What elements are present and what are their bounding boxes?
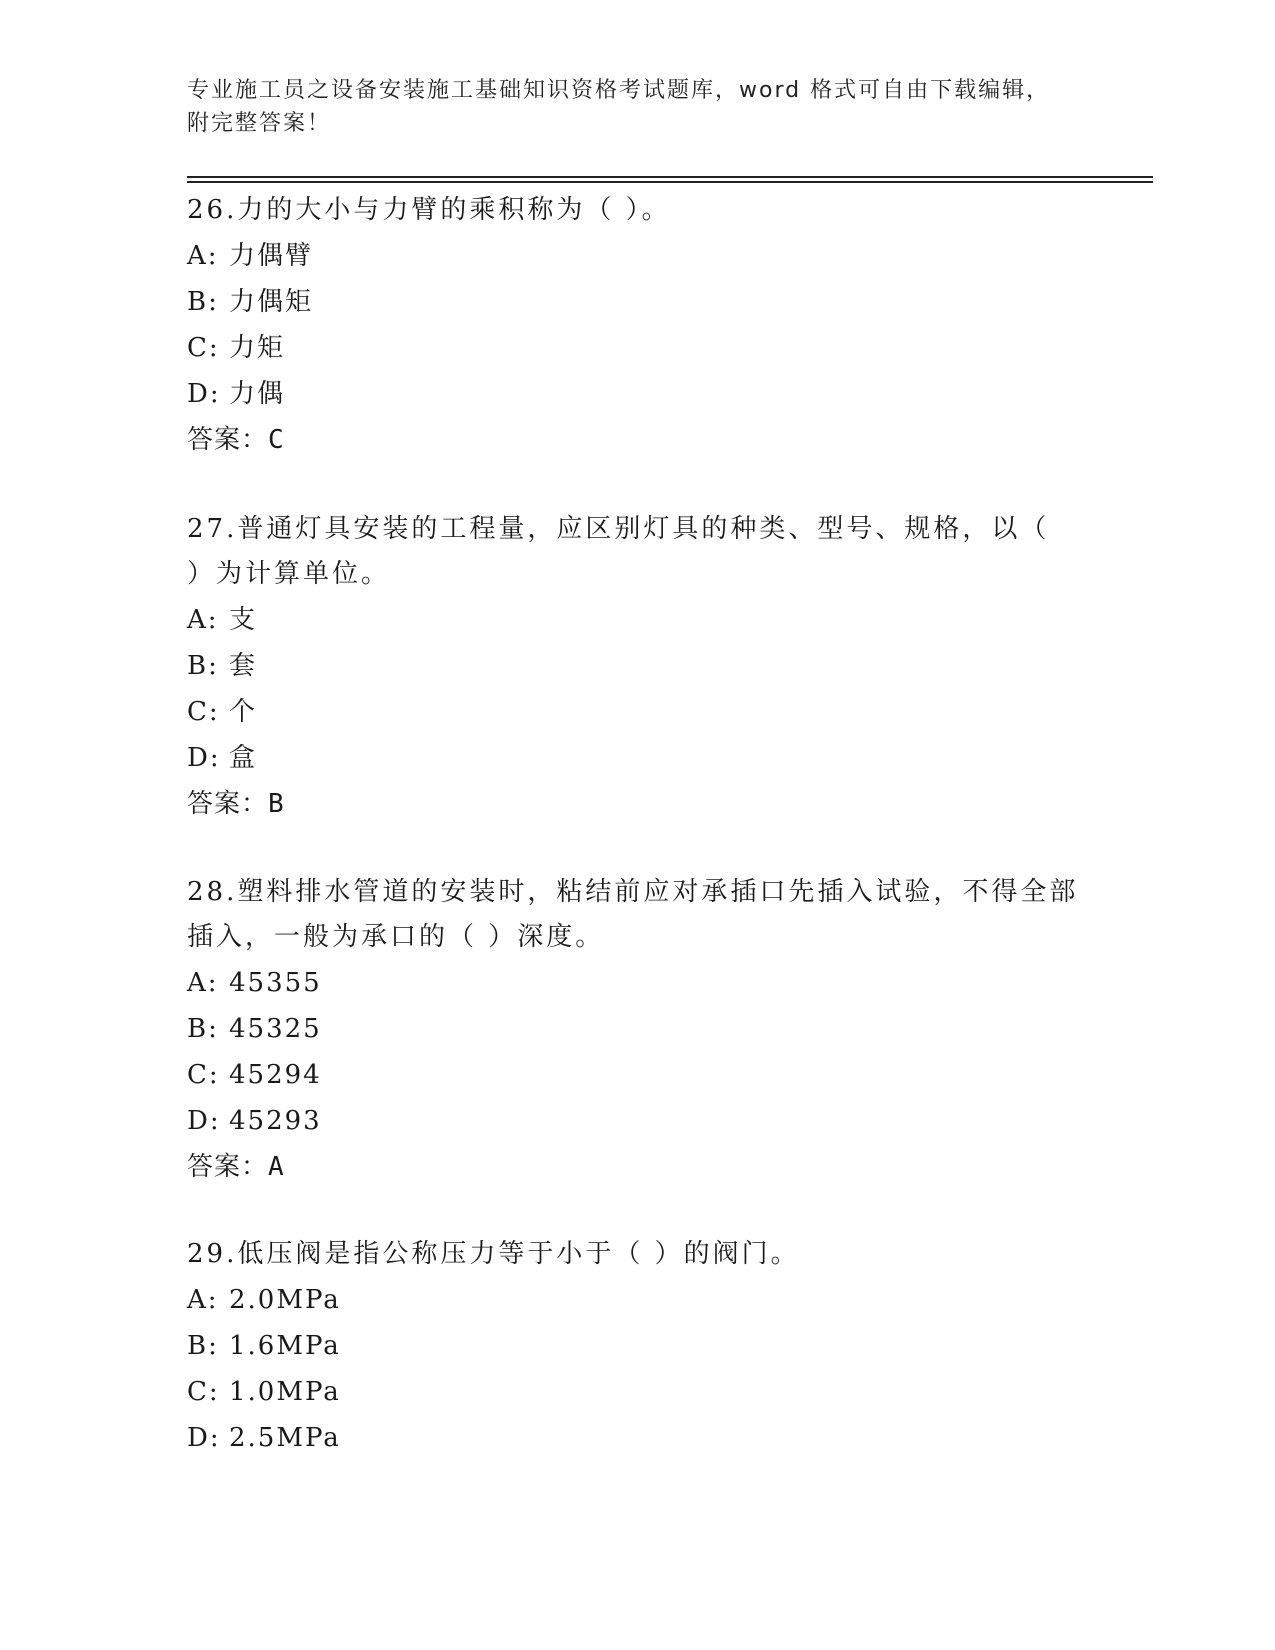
option-a: [187, 597, 1087, 643]
option-key: D:: [187, 1423, 221, 1453]
answer-label: 答案：: [187, 789, 269, 819]
answer: [187, 417, 1087, 463]
option-key: B:: [187, 1331, 219, 1361]
option-d: [187, 371, 1087, 417]
answer: [187, 781, 1087, 827]
option-text: 支: [229, 605, 258, 635]
option-b: [187, 1006, 1087, 1052]
answer-label: 答案：: [187, 425, 269, 455]
option-d: [187, 735, 1087, 781]
option-key: A:: [187, 241, 219, 271]
question-stem: 29.低压阀是指公称压力等于小于（ ）的阀门。: [187, 1239, 800, 1269]
option-d: [187, 1098, 1087, 1144]
answer-value: B: [268, 789, 285, 819]
option-text: 力偶: [229, 379, 286, 409]
answer-label: 答案：: [187, 1152, 269, 1182]
option-key: D:: [187, 1106, 221, 1136]
option-a: [187, 960, 1087, 1006]
option-b: [187, 643, 1087, 689]
option-text: 力偶臂: [229, 241, 314, 271]
option-key: C:: [187, 333, 220, 363]
question-stem-line-1: 28.塑料排水管道的安装时，粘结前应对承插口先插入试验，不得全部: [187, 877, 1079, 907]
question-29: [187, 1232, 1087, 1461]
document-header: [187, 74, 1087, 140]
option-text: 45294: [229, 1060, 322, 1090]
option-b: [187, 1323, 1087, 1369]
header-divider-bottom: [187, 181, 1153, 183]
option-b: [187, 279, 1087, 325]
answer-value: C: [268, 425, 285, 455]
header-divider-top: [187, 176, 1153, 178]
option-key: C:: [187, 1060, 220, 1090]
option-text: 2.5MPa: [229, 1423, 341, 1453]
option-c: [187, 1369, 1087, 1415]
answer: [187, 1144, 1087, 1190]
question-stem-line-2: 插入，一般为承口的（ ）深度。: [187, 922, 605, 952]
option-key: D:: [187, 743, 221, 773]
option-c: [187, 1052, 1087, 1098]
option-a: [187, 1277, 1087, 1323]
option-d: [187, 1415, 1087, 1461]
option-key: A:: [187, 605, 219, 635]
option-c: [187, 325, 1087, 371]
option-text: 盒: [229, 743, 258, 773]
option-text: 45325: [229, 1014, 322, 1044]
question-stem: 26.力的大小与力臂的乘积称为（ ）。: [187, 195, 671, 225]
option-c: [187, 689, 1087, 735]
question-stem-line-1: 27.普通灯具安装的工程量，应区别灯具的种类、型号、规格，以（: [187, 514, 1050, 544]
question-28: [187, 870, 1087, 1190]
option-text: 1.6MPa: [229, 1331, 341, 1361]
header-line-2: 附完整答案！: [187, 111, 332, 136]
option-text: 个: [229, 697, 258, 727]
option-key: B:: [187, 1014, 219, 1044]
option-text: 2.0MPa: [229, 1285, 341, 1315]
option-text: 45355: [229, 968, 322, 998]
option-text: 力偶矩: [229, 287, 314, 317]
header-line-1: 专业施工员之设备安装施工基础知识资格考试题库，word 格式可自由下载编辑，: [187, 78, 1051, 103]
option-key: A:: [187, 968, 219, 998]
option-key: A:: [187, 1285, 219, 1315]
answer-value: A: [268, 1152, 285, 1182]
option-key: B:: [187, 651, 219, 681]
option-key: D:: [187, 379, 221, 409]
option-text: 1.0MPa: [229, 1377, 341, 1407]
option-text: 套: [229, 651, 258, 681]
option-text: 45293: [229, 1106, 322, 1136]
option-key: C:: [187, 1377, 220, 1407]
option-a: [187, 233, 1087, 279]
option-text: 力矩: [229, 333, 286, 363]
question-27: [187, 507, 1087, 827]
option-key: C:: [187, 697, 220, 727]
option-key: B:: [187, 287, 219, 317]
question-26: [187, 188, 1087, 463]
question-stem-line-2: ）为计算单位。: [187, 559, 391, 589]
